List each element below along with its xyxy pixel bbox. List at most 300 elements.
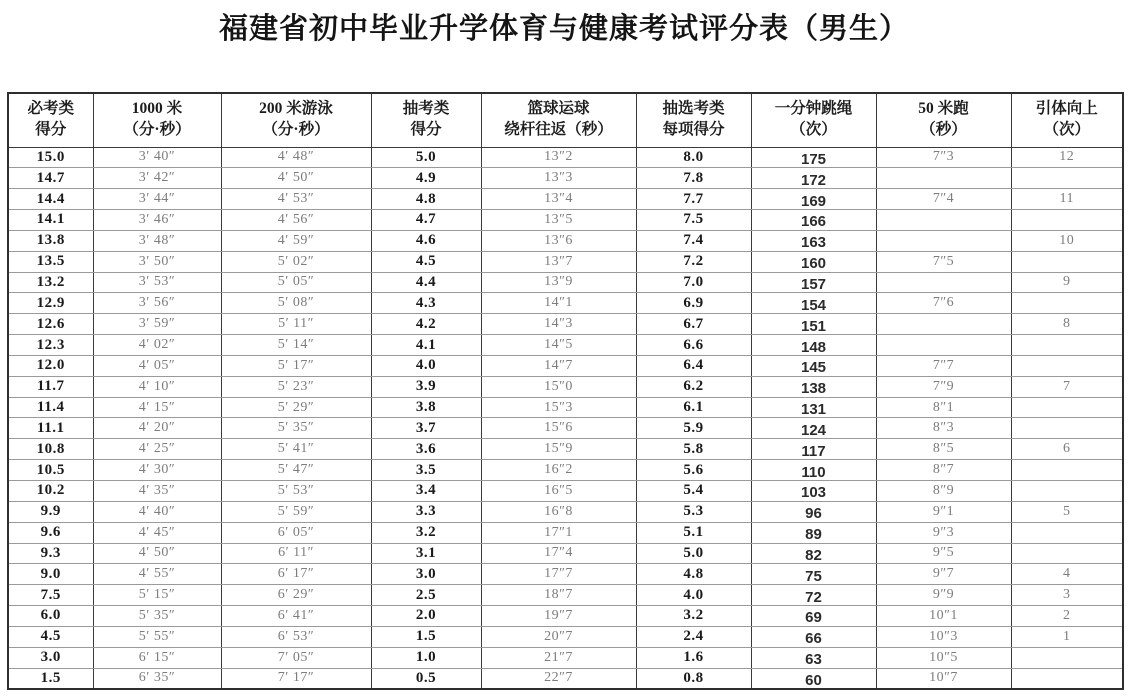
column-header-line1: 1000 米	[131, 100, 183, 118]
rope-count: 63	[805, 651, 822, 669]
cell: 7′ 17″	[221, 668, 371, 689]
cell	[751, 230, 876, 251]
cell: 6′ 53″	[221, 626, 371, 647]
cell: 13″3	[481, 168, 636, 189]
cell: 4′ 30″	[93, 460, 221, 481]
table-row	[8, 189, 1123, 210]
cell	[751, 335, 876, 356]
cell: 6′ 17″	[221, 564, 371, 585]
cell: 6.1	[636, 397, 751, 418]
cell: 7″3	[876, 147, 1011, 168]
rope-count: 172	[800, 171, 827, 189]
cell: 7.5	[636, 210, 751, 231]
cell: 1.5	[371, 626, 481, 647]
cell: 5′ 14″	[221, 335, 371, 356]
cell: 14″5	[481, 335, 636, 356]
cell: 1.0	[371, 647, 481, 668]
cell: 3.7	[371, 418, 481, 439]
cell: 12.3	[8, 335, 93, 356]
cell: 5′ 41″	[221, 439, 371, 460]
cell: 3.2	[371, 522, 481, 543]
cell	[1011, 251, 1123, 272]
cell: 10″7	[876, 668, 1011, 689]
cell: 5.0	[636, 543, 751, 564]
cell	[751, 501, 876, 522]
cell: 3′ 48″	[93, 230, 221, 251]
cell	[1011, 355, 1123, 376]
rope-count: 169	[800, 192, 827, 210]
column-header-line1: 抽选考类	[662, 100, 725, 118]
rope-count: 117	[801, 442, 826, 460]
cell: 13.2	[8, 272, 93, 293]
cell: 7.4	[636, 230, 751, 251]
column-header-line1: 一分钟跳绳	[774, 100, 853, 118]
cell: 7.7	[636, 189, 751, 210]
cell: 7	[1011, 376, 1123, 397]
cell: 10″1	[876, 606, 1011, 627]
cell: 15.0	[8, 147, 93, 168]
cell: 4.8	[371, 189, 481, 210]
cell: 1.5	[8, 668, 93, 689]
rope-count: 131	[800, 401, 827, 418]
cell: 5′ 47″	[221, 460, 371, 481]
cell: 9″5	[876, 543, 1011, 564]
cell	[751, 606, 876, 627]
rope-count: 175	[800, 150, 827, 168]
cell	[1011, 397, 1123, 418]
cell: 15″9	[481, 439, 636, 460]
column-header-line2: （次）	[790, 121, 837, 139]
cell: 4′ 40″	[93, 501, 221, 522]
cell: 4′ 02″	[93, 335, 221, 356]
table-row	[8, 501, 1123, 522]
cell: 10	[1011, 230, 1123, 251]
table-row	[8, 564, 1123, 585]
cell: 6′ 35″	[93, 668, 221, 689]
cell: 3′ 53″	[93, 272, 221, 293]
table-row	[8, 397, 1123, 418]
cell: 14″7	[481, 355, 636, 376]
cell: 5	[1011, 501, 1123, 522]
cell: 5.1	[636, 522, 751, 543]
cell	[876, 210, 1011, 231]
cell	[751, 314, 876, 335]
table-body	[8, 147, 1123, 689]
cell: 3.0	[8, 647, 93, 668]
cell: 5.0	[371, 147, 481, 168]
column-header-line1: 50 米跑	[918, 100, 969, 118]
rope-count: 148	[800, 338, 827, 356]
table-row	[8, 230, 1123, 251]
cell: 4′ 10″	[93, 376, 221, 397]
cell: 4.0	[636, 585, 751, 606]
cell: 6.0	[8, 606, 93, 627]
cell: 4′ 50″	[93, 543, 221, 564]
cell: 9″9	[876, 585, 1011, 606]
cell: 5.6	[636, 460, 751, 481]
cell: 12.9	[8, 293, 93, 314]
cell: 4.5	[8, 626, 93, 647]
cell: 14″1	[481, 293, 636, 314]
cell: 5′ 08″	[221, 293, 371, 314]
cell: 5′ 23″	[221, 376, 371, 397]
cell: 13.8	[8, 230, 93, 251]
header-row	[8, 93, 1123, 147]
cell: 6.2	[636, 376, 751, 397]
cell: 4.4	[371, 272, 481, 293]
cell: 4	[1011, 564, 1123, 585]
column-header-6	[636, 93, 751, 147]
rope-count: 157	[800, 275, 827, 293]
cell: 13″9	[481, 272, 636, 293]
cell: 19″7	[481, 606, 636, 627]
cell: 15″3	[481, 397, 636, 418]
cell	[1011, 335, 1123, 356]
cell: 3′ 59″	[93, 314, 221, 335]
cell: 18″7	[481, 585, 636, 606]
rope-count: 163	[800, 234, 827, 252]
cell	[1011, 418, 1123, 439]
cell: 4′ 50″	[221, 168, 371, 189]
cell: 5.3	[636, 501, 751, 522]
page-title: 福建省初中毕业升学体育与健康考试评分表（男生）	[218, 13, 909, 45]
cell: 4.9	[371, 168, 481, 189]
cell: 3.5	[371, 460, 481, 481]
cell: 0.5	[371, 668, 481, 689]
cell: 5.4	[636, 481, 751, 502]
cell: 3′ 46″	[93, 210, 221, 231]
cell: 5′ 59″	[221, 501, 371, 522]
rope-count: 89	[805, 526, 822, 544]
cell: 16″5	[481, 481, 636, 502]
rope-count: 160	[800, 255, 827, 273]
cell: 6′ 11″	[221, 543, 371, 564]
cell: 6.6	[636, 335, 751, 356]
cell: 6′ 05″	[221, 522, 371, 543]
rope-count: 72	[805, 588, 822, 606]
cell	[751, 439, 876, 460]
table-row	[8, 543, 1123, 564]
cell: 8″7	[876, 460, 1011, 481]
cell	[751, 668, 876, 689]
cell: 4.6	[371, 230, 481, 251]
cell: 9	[1011, 272, 1123, 293]
cell	[876, 168, 1011, 189]
cell: 16″8	[481, 501, 636, 522]
cell: 14″3	[481, 314, 636, 335]
cell: 8″5	[876, 439, 1011, 460]
cell: 7.5	[8, 585, 93, 606]
cell	[751, 626, 876, 647]
cell: 8.0	[636, 147, 751, 168]
cell: 9″3	[876, 522, 1011, 543]
cell: 3′ 44″	[93, 189, 221, 210]
cell: 4.1	[371, 335, 481, 356]
cell: 8″9	[876, 481, 1011, 502]
cell: 12	[1011, 147, 1123, 168]
table-row	[8, 418, 1123, 439]
cell: 7″7	[876, 355, 1011, 376]
cell: 5.9	[636, 418, 751, 439]
table-row	[8, 522, 1123, 543]
cell: 3′ 56″	[93, 293, 221, 314]
rope-count: 75	[805, 567, 822, 585]
column-header-line1: 篮球运球	[527, 100, 590, 118]
cell	[876, 230, 1011, 251]
cell	[751, 251, 876, 272]
cell: 5′ 35″	[221, 418, 371, 439]
table-row	[8, 210, 1123, 231]
rope-count: 138	[800, 380, 827, 398]
cell: 11.1	[8, 418, 93, 439]
cell: 9.6	[8, 522, 93, 543]
cell: 15″0	[481, 376, 636, 397]
cell: 20″7	[481, 626, 636, 647]
cell: 7.0	[636, 272, 751, 293]
cell	[751, 147, 876, 168]
cell: 6.9	[636, 293, 751, 314]
table-header	[8, 93, 1123, 147]
cell: 9″1	[876, 501, 1011, 522]
cell	[751, 564, 876, 585]
table-row	[8, 439, 1123, 460]
cell: 3.3	[371, 501, 481, 522]
table-row	[8, 251, 1123, 272]
cell: 10.2	[8, 481, 93, 502]
column-header-9	[1011, 93, 1123, 147]
table-row	[8, 272, 1123, 293]
cell: 5.8	[636, 439, 751, 460]
column-header-line2: 每项得分	[662, 121, 725, 139]
cell: 5′ 53″	[221, 481, 371, 502]
cell: 9.9	[8, 501, 93, 522]
table-row	[8, 460, 1123, 481]
table-row	[8, 606, 1123, 627]
column-header-line2: （秒）	[920, 121, 967, 139]
cell: 6′ 29″	[221, 585, 371, 606]
cell	[751, 397, 876, 418]
column-header-line1: 必考类	[27, 100, 74, 118]
table-row	[8, 481, 1123, 502]
column-header-line1: 200 米游泳	[259, 100, 333, 118]
cell: 3′ 40″	[93, 147, 221, 168]
cell	[876, 314, 1011, 335]
column-header-line2: 得分	[35, 121, 67, 139]
table-row	[8, 293, 1123, 314]
cell	[876, 272, 1011, 293]
cell: 3.9	[371, 376, 481, 397]
cell: 3.6	[371, 439, 481, 460]
cell	[751, 210, 876, 231]
cell: 17″7	[481, 564, 636, 585]
column-header-7	[751, 93, 876, 147]
cell: 2.4	[636, 626, 751, 647]
cell: 4′ 20″	[93, 418, 221, 439]
cell: 21″7	[481, 647, 636, 668]
cell: 3′ 50″	[93, 251, 221, 272]
table-row	[8, 147, 1123, 168]
score-table	[7, 92, 1124, 690]
cell: 4′ 55″	[93, 564, 221, 585]
cell: 5′ 11″	[221, 314, 371, 335]
cell	[751, 293, 876, 314]
cell: 17″4	[481, 543, 636, 564]
rope-count: 69	[805, 609, 822, 627]
cell: 7.8	[636, 168, 751, 189]
cell: 13″2	[481, 147, 636, 168]
rope-count: 151	[800, 317, 827, 335]
cell: 4′ 25″	[93, 439, 221, 460]
cell: 13.5	[8, 251, 93, 272]
column-header-5	[481, 93, 636, 147]
cell: 9.0	[8, 564, 93, 585]
cell: 4.5	[371, 251, 481, 272]
cell	[751, 460, 876, 481]
cell: 2	[1011, 606, 1123, 627]
cell: 13″4	[481, 189, 636, 210]
table-row	[8, 355, 1123, 376]
cell: 10.8	[8, 439, 93, 460]
cell: 8″3	[876, 418, 1011, 439]
cell	[751, 647, 876, 668]
cell: 6′ 41″	[221, 606, 371, 627]
column-header-4	[371, 93, 481, 147]
cell: 13″6	[481, 230, 636, 251]
rope-count: 82	[805, 546, 822, 564]
cell: 14.1	[8, 210, 93, 231]
cell	[751, 522, 876, 543]
cell: 0.8	[636, 668, 751, 689]
cell: 7″6	[876, 293, 1011, 314]
cell: 3′ 42″	[93, 168, 221, 189]
cell: 3	[1011, 585, 1123, 606]
cell	[751, 543, 876, 564]
cell	[876, 335, 1011, 356]
cell: 14.7	[8, 168, 93, 189]
cell: 5′ 29″	[221, 397, 371, 418]
table-row	[8, 335, 1123, 356]
cell	[751, 355, 876, 376]
cell: 14.4	[8, 189, 93, 210]
column-header-1	[8, 93, 93, 147]
cell: 13″7	[481, 251, 636, 272]
cell: 4′ 59″	[221, 230, 371, 251]
table-row	[8, 626, 1123, 647]
cell: 3.1	[371, 543, 481, 564]
cell: 2.0	[371, 606, 481, 627]
cell	[751, 272, 876, 293]
cell	[751, 418, 876, 439]
cell: 7′ 05″	[221, 647, 371, 668]
cell: 5′ 35″	[93, 606, 221, 627]
cell: 11.7	[8, 376, 93, 397]
cell: 6′ 15″	[93, 647, 221, 668]
cell	[751, 189, 876, 210]
cell	[751, 376, 876, 397]
cell: 8″1	[876, 397, 1011, 418]
cell: 6	[1011, 439, 1123, 460]
column-header-line2: （分·秒）	[262, 121, 330, 139]
cell: 3.4	[371, 481, 481, 502]
cell: 10.5	[8, 460, 93, 481]
cell	[1011, 543, 1123, 564]
cell: 11	[1011, 189, 1123, 210]
cell	[1011, 210, 1123, 231]
table-row	[8, 314, 1123, 335]
cell: 3.0	[371, 564, 481, 585]
table-row	[8, 668, 1123, 689]
cell	[1011, 668, 1123, 689]
cell	[1011, 481, 1123, 502]
cell	[751, 168, 876, 189]
cell	[1011, 522, 1123, 543]
column-header-line2: 得分	[410, 121, 442, 139]
cell: 10″3	[876, 626, 1011, 647]
cell: 5′ 02″	[221, 251, 371, 272]
cell: 7″5	[876, 251, 1011, 272]
cell: 4.3	[371, 293, 481, 314]
column-header-3	[221, 93, 371, 147]
cell: 17″1	[481, 522, 636, 543]
cell: 5′ 05″	[221, 272, 371, 293]
cell: 3.8	[371, 397, 481, 418]
cell: 4′ 53″	[221, 189, 371, 210]
cell	[1011, 460, 1123, 481]
cell: 4′ 15″	[93, 397, 221, 418]
rope-count: 66	[805, 630, 822, 648]
column-header-line2: （次）	[1043, 121, 1090, 139]
cell: 6.7	[636, 314, 751, 335]
cell: 7″9	[876, 376, 1011, 397]
cell: 7″4	[876, 189, 1011, 210]
cell: 22″7	[481, 668, 636, 689]
cell: 1.6	[636, 647, 751, 668]
cell: 7.2	[636, 251, 751, 272]
cell: 4.2	[371, 314, 481, 335]
cell: 10″5	[876, 647, 1011, 668]
cell: 9″7	[876, 564, 1011, 585]
cell: 4′ 35″	[93, 481, 221, 502]
rope-count: 166	[800, 213, 827, 231]
rope-count: 60	[805, 671, 822, 689]
cell: 2.5	[371, 585, 481, 606]
cell: 4′ 45″	[93, 522, 221, 543]
column-header-line1: 抽考类	[402, 100, 450, 118]
rope-count: 103	[800, 484, 827, 502]
cell: 5′ 17″	[221, 355, 371, 376]
column-header-line1: 引体向上	[1035, 100, 1098, 118]
table-row	[8, 376, 1123, 397]
cell: 9.3	[8, 543, 93, 564]
cell: 4.7	[371, 210, 481, 231]
column-header-2	[93, 93, 221, 147]
cell: 4′ 05″	[93, 355, 221, 376]
cell: 4′ 48″	[221, 147, 371, 168]
cell	[1011, 647, 1123, 668]
table-row	[8, 647, 1123, 668]
cell: 3.2	[636, 606, 751, 627]
cell: 4′ 56″	[221, 210, 371, 231]
cell: 12.6	[8, 314, 93, 335]
cell	[751, 585, 876, 606]
cell	[1011, 168, 1123, 189]
column-header-line2: 绕杆往返（秒）	[504, 121, 613, 139]
cell: 15″6	[481, 418, 636, 439]
rope-count: 145	[800, 359, 827, 377]
cell: 5′ 55″	[93, 626, 221, 647]
rope-count: 154	[800, 296, 827, 314]
cell: 4.0	[371, 355, 481, 376]
